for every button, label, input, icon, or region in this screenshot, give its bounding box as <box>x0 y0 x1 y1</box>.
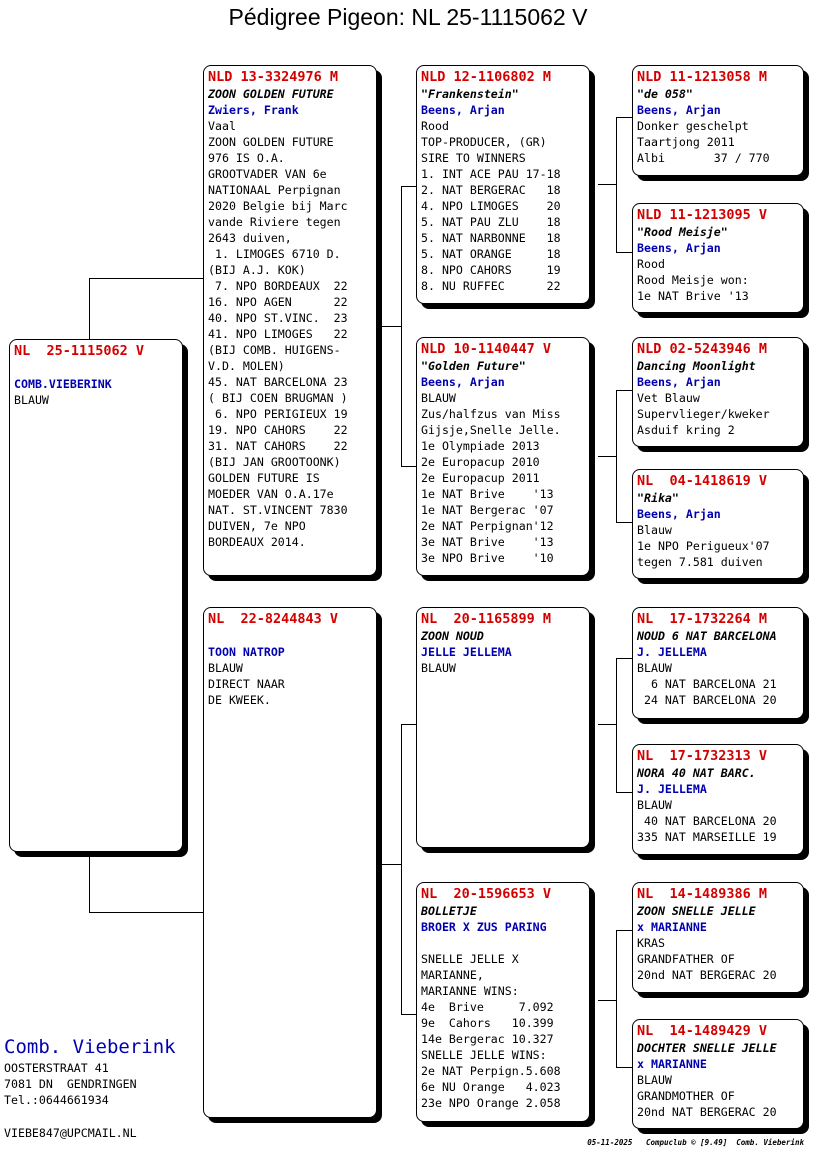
ring-number: NL 20-1165899 M <box>421 611 552 627</box>
breeder-name: JELLE JELLEMA <box>421 645 512 659</box>
note-line: 1. INT ACE PAU 17-18 <box>421 167 561 181</box>
connector <box>401 724 402 1015</box>
note-line: 6e NU Orange 4.023 <box>421 1080 561 1094</box>
note-line: SNELLE JELLE WINS: <box>421 1048 547 1062</box>
note-line: 7. NPO BORDEAUX 22 <box>208 279 348 293</box>
note-line: DUIVEN, 7e NPO <box>208 519 306 533</box>
connector <box>89 278 90 340</box>
note-line: 40 NAT BARCELONA 20 <box>637 814 777 828</box>
breeder-name: Beens, Arjan <box>637 103 721 117</box>
note-line: 2e NAT Perpign.5.608 <box>421 1064 561 1078</box>
note-line: TOP-PRODUCER, (GR) <box>421 135 547 149</box>
connector <box>89 912 203 913</box>
pedigree-card-mmm[interactable] <box>632 1019 804 1129</box>
pigeon-name: NORA 40 NAT BARC. <box>637 766 756 780</box>
connector <box>616 792 632 793</box>
ring-number: NLD 02-5243946 M <box>637 341 768 357</box>
pedigree-card-mff[interactable] <box>632 607 804 719</box>
connector <box>616 1067 632 1068</box>
note-line: 1e NAT Brive '13 <box>637 289 749 303</box>
note-line: (BIJ COMB. HUIGENS- <box>208 343 341 357</box>
note-line: 5. NAT ORANGE 18 <box>421 247 561 261</box>
connector <box>616 930 617 1068</box>
connector <box>616 117 632 118</box>
pigeon-name: "Rika" <box>637 491 679 505</box>
connector <box>616 390 617 523</box>
note-line <box>421 935 585 951</box>
note-line: 31. NAT CAHORS 22 <box>208 439 348 453</box>
note-line: 2. NAT BERGERAC 18 <box>421 183 561 197</box>
note-line: Rood <box>637 257 665 271</box>
breeder-name: Beens, Arjan <box>421 103 505 117</box>
note-line: 6. NPO PERIGIEUX 19 <box>208 407 348 421</box>
note-line: BLAUW <box>421 391 456 405</box>
breeder-name: x MARIANNE <box>637 920 707 934</box>
note-line: 5. NAT NARBONNE 18 <box>421 231 561 245</box>
note-line: 3e NAT Brive '13 <box>421 535 554 549</box>
breeder-name: Beens, Arjan <box>637 375 721 389</box>
pigeon-name: "Golden Future" <box>421 359 526 373</box>
pedigree-card-mother[interactable] <box>203 607 377 1118</box>
connector <box>380 864 402 865</box>
note-line: 2020 Belgie bij Marc <box>208 199 348 213</box>
note-line: 41. NPO LIMOGES 22 <box>208 327 348 341</box>
owner-email[interactable]: VIEBE847@UPCMAIL.NL <box>4 1126 137 1140</box>
note-line: 14e Bergerac 10.327 <box>421 1032 554 1046</box>
note-line: 19. NPO CAHORS 22 <box>208 423 348 437</box>
pigeon-name: "Rood Meisje" <box>637 225 728 239</box>
note-line: MARIANNE, <box>421 968 484 982</box>
ring-number: NLD 11-1213095 V <box>637 207 768 223</box>
note-line: 23e NPO Orange 2.058 <box>421 1096 561 1110</box>
note-line: Donker geschelpt <box>637 119 749 133</box>
note-line: 8. NPO CAHORS 19 <box>421 263 561 277</box>
note-line: 8. NU RUFFEC 22 <box>421 279 561 293</box>
note-line: BLAUW <box>14 393 49 407</box>
note-line: Albi 37 / 770 <box>637 151 770 165</box>
pedigree-card-subject[interactable] <box>9 339 183 852</box>
breeder-name: x MARIANNE <box>637 1057 707 1071</box>
note-line: vande Riviere tegen <box>208 215 341 229</box>
print-credit: 05-11-2025 Compuclub © [9.49] Comb. Vieberink <box>587 1138 804 1147</box>
note-line: BLAUW <box>637 661 672 675</box>
ring-number: NLD 12-1106802 M <box>421 69 552 85</box>
note-line: BLAUW <box>637 1073 672 1087</box>
note-line: Rood Meisje won: <box>637 273 749 287</box>
note-line: (BIJ A.J. KOK) <box>208 263 306 277</box>
ring-number: NLD 11-1213058 M <box>637 69 768 85</box>
pedigree-card-mf[interactable] <box>416 607 590 848</box>
note-line: Vet Blauw <box>637 391 700 405</box>
connector <box>598 1000 617 1001</box>
ring-number: NL 17-1732313 V <box>637 748 768 764</box>
connector <box>616 117 617 253</box>
ring-number: NL 20-1596653 V <box>421 886 552 902</box>
note-line: 1e NPO Perigueux'07 <box>637 539 770 553</box>
connector <box>616 252 632 253</box>
note-line: 4. NPO LIMOGES 20 <box>421 199 561 213</box>
note-line: BLAUW <box>421 661 456 675</box>
ring-number: NL 14-1489429 V <box>637 1023 768 1039</box>
connector <box>401 724 416 725</box>
note-line: 976 IS O.A. <box>208 151 285 165</box>
note-line: 1e NAT Brive '13 <box>421 487 554 501</box>
connector <box>89 852 90 912</box>
note-line: SNELLE JELLE X <box>421 952 519 966</box>
connector <box>616 658 617 793</box>
note-line: 16. NPO AGEN 22 <box>208 295 348 309</box>
note-line: 6 NAT BARCELONA 21 <box>637 677 777 691</box>
ring-number: NL 25-1115062 V <box>14 343 145 359</box>
pedigree-card-fff[interactable] <box>632 65 804 176</box>
note-line: 5. NAT PAU ZLU 18 <box>421 215 561 229</box>
note-line: 24 NAT BARCELONA 20 <box>637 693 777 707</box>
note-line: 3e NPO Brive '10 <box>421 551 554 565</box>
page-title: Pédigree Pigeon: NL 25-1115062 V <box>228 4 588 30</box>
note-line: V.D. MOLEN) <box>208 359 285 373</box>
owner-phone: Tel.:0644661934 <box>4 1093 109 1107</box>
connector <box>616 390 632 391</box>
note-line: GOLDEN FUTURE IS <box>208 471 320 485</box>
note-line: 2643 duiven, <box>208 231 292 245</box>
connector <box>598 184 617 185</box>
pedigree-card-mmf[interactable] <box>632 882 804 993</box>
note-line: Gijsje,Snelle Jelle. <box>421 423 561 437</box>
connector <box>401 186 402 467</box>
note-line: 40. NPO ST.VINC. 23 <box>208 311 348 325</box>
note-line: 335 NAT MARSEILLE 19 <box>637 830 777 844</box>
ring-number: NL 17-1732264 M <box>637 611 768 627</box>
note-line: 1. LIMOGES 6710 D. <box>208 247 341 261</box>
pigeon-name: ZOON GOLDEN FUTURE <box>208 87 334 101</box>
pigeon-name <box>14 360 178 376</box>
note-line: (BIJ JAN GROOTOONK) <box>208 455 341 469</box>
ring-number: NLD 10-1140447 V <box>421 341 552 357</box>
breeder-name: TOON NATROP <box>208 645 285 659</box>
pigeon-name: BOLLETJE <box>421 904 477 918</box>
breeder-name: J. JELLEMA <box>637 645 707 659</box>
breeder-name: J. JELLEMA <box>637 782 707 796</box>
breeder-name: Zwiers, Frank <box>208 103 299 117</box>
note-line: Supervlieger/kweker <box>637 407 770 421</box>
note-line: GRANDMOTHER OF <box>637 1089 735 1103</box>
connector <box>616 930 632 931</box>
pigeon-name <box>208 628 372 644</box>
pedigree-card-fmm[interactable] <box>632 469 804 579</box>
pedigree-card-mfm[interactable] <box>632 744 804 855</box>
note-line: Zus/halfzus van Miss <box>421 407 561 421</box>
connector <box>401 466 416 467</box>
note-line: tegen 7.581 duiven <box>637 555 763 569</box>
pigeon-name: "Frankenstein" <box>421 87 519 101</box>
pedigree-card-father[interactable] <box>203 65 377 576</box>
note-line: NATIONAAL Perpignan <box>208 183 341 197</box>
note-line: Rood <box>421 119 449 133</box>
connector <box>616 658 632 659</box>
note-line: ( BIJ COEN BRUGMAN ) <box>208 391 348 405</box>
pigeon-name: ZOON NOUD <box>421 629 484 643</box>
note-line: Taartjong 2011 <box>637 135 735 149</box>
note-line: 1e Olympiade 2013 <box>421 439 540 453</box>
note-line: BLAUW <box>637 798 672 812</box>
owner-street: OOSTERSTRAAT 41 <box>4 1061 109 1075</box>
ring-number: NL 14-1489386 M <box>637 886 768 902</box>
note-line: SIRE TO WINNERS <box>421 151 526 165</box>
note-line: 9e Cahors 10.399 <box>421 1016 554 1030</box>
note-line: 2e NAT Perpignan'12 <box>421 519 554 533</box>
note-line: 2e Europacup 2010 <box>421 455 540 469</box>
note-line: Asduif kring 2 <box>637 423 735 437</box>
note-line: Blauw <box>637 523 672 537</box>
note-line: MARIANNE WINS: <box>421 984 519 998</box>
breeder-name: COMB.VIEBERINK <box>14 377 112 391</box>
note-line: GROOTVADER VAN 6e <box>208 167 327 181</box>
note-line: DIRECT NAAR <box>208 677 285 691</box>
connector <box>89 278 203 279</box>
pedigree-card-ffm[interactable] <box>632 203 804 313</box>
note-line: 2e Europacup 2011 <box>421 471 540 485</box>
note-line: BORDEAUX 2014. <box>208 535 306 549</box>
owner-name: Comb. Vieberink <box>4 1036 176 1058</box>
connector <box>616 522 632 523</box>
note-line: 45. NAT BARCELONA 23 <box>208 375 348 389</box>
note-line: ZOON GOLDEN FUTURE <box>208 135 334 149</box>
connector <box>401 186 416 187</box>
ring-number: NL 22-8244843 V <box>208 611 339 627</box>
note-line: BLAUW <box>208 661 243 675</box>
note-line: 4e Brive 7.092 <box>421 1000 554 1014</box>
pigeon-name: ZOON SNELLE JELLE <box>637 904 756 918</box>
note-line: 20nd NAT BERGERAC 20 <box>637 968 777 982</box>
breeder-name: Beens, Arjan <box>637 241 721 255</box>
note-line: KRAS <box>637 936 665 950</box>
breeder-name: Beens, Arjan <box>637 507 721 521</box>
pedigree-card-fmf[interactable] <box>632 337 804 447</box>
pedigree-card-mm[interactable] <box>416 882 590 1122</box>
note-line: 1e NAT Bergerac '07 <box>421 503 554 517</box>
pedigree-card-ff[interactable] <box>416 65 590 304</box>
pedigree-card-fm[interactable] <box>416 337 590 576</box>
pigeon-name: DOCHTER SNELLE JELLE <box>637 1041 777 1055</box>
connector <box>598 724 617 725</box>
ring-number: NL 04-1418619 V <box>637 473 768 489</box>
owner-city: 7081 DN GENDRINGEN <box>4 1077 137 1091</box>
note-line: DE KWEEK. <box>208 693 271 707</box>
connector <box>598 456 617 457</box>
pigeon-name: NOUD 6 NAT BARCELONA <box>637 629 777 643</box>
connector <box>401 1014 416 1015</box>
note-line: Vaal <box>208 119 236 133</box>
breeder-name: Beens, Arjan <box>421 375 505 389</box>
breeder-name: BROER X ZUS PARING <box>421 920 547 934</box>
note-line: GRANDFATHER OF <box>637 952 735 966</box>
note-line: 20nd NAT BERGERAC 20 <box>637 1105 777 1119</box>
note-line: NAT. ST.VINCENT 7830 <box>208 503 348 517</box>
note-line: MOEDER VAN O.A.17e <box>208 487 334 501</box>
connector <box>380 326 402 327</box>
pigeon-name: Dancing Moonlight <box>637 359 756 373</box>
pigeon-name: "de 058" <box>637 87 693 101</box>
ring-number: NLD 13-3324976 M <box>208 69 339 85</box>
